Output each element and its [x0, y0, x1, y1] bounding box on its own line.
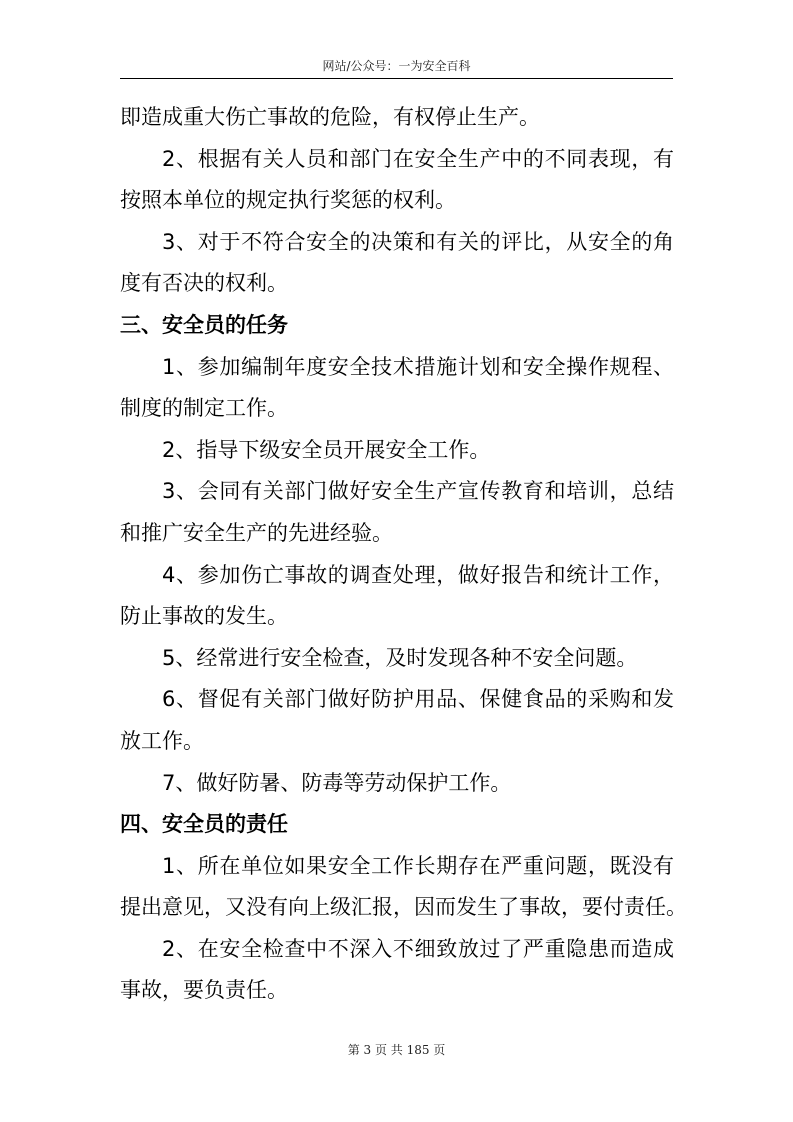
text-line-continuation: 按照本单位的规定执行奖惩的权利。 [120, 188, 456, 213]
text-line-task-4: 4、参加伤亡事故的调查处理，做好报告和统计工作， [162, 562, 674, 587]
section-heading-responsibilities: 四、安全员的责任 [120, 812, 288, 837]
text-line-task-2: 2、指导下级安全员开展安全工作。 [162, 437, 491, 462]
text-line-continuation: 防止事故的发生。 [120, 604, 288, 629]
page-header [120, 56, 673, 79]
text-line-continuation: 事故，要负责任。 [120, 978, 288, 1003]
document-body [120, 97, 687, 1012]
text-line-item-2: 2、根据有关人员和部门在安全生产中的不同表现，有 [162, 146, 674, 171]
text-line-continuation: 和推广安全生产的先进经验。 [120, 520, 393, 545]
text-line-continuation: 放工作。 [120, 728, 204, 753]
text-line-item-3: 3、对于不符合安全的决策和有关的评比，从安全的角 [162, 229, 674, 254]
page-footer [0, 1040, 793, 1060]
text-line-task-7: 7、做好防暑、防毒等劳动保护工作。 [162, 770, 512, 795]
text-line-continuation: 度有否决的权利。 [120, 271, 288, 296]
text-line-continuation: 制度的制定工作。 [120, 396, 288, 421]
text-line-responsibility-2: 2、在安全检查中不深入不细致放过了严重隐患而造成 [162, 936, 674, 961]
header-site-label: 网站/公众号：一为安全百科 [322, 59, 471, 73]
text-line-responsibility-1: 1、所在单位如果安全工作长期存在严重问题，既没有 [162, 853, 674, 878]
text-line-task-3: 3、会同有关部门做好安全生产宣传教育和培训，总结 [162, 479, 674, 504]
text-line-continuation: 提出意见，又没有向上级汇报，因而发生了事故，要付责任。 [120, 895, 687, 920]
text-line-task-6: 6、督促有关部门做好防护用品、保健食品的采购和发 [162, 687, 674, 712]
text-line-task-1: 1、参加编制年度安全技术措施计划和安全操作规程、 [162, 354, 674, 379]
page-number-label: 第 3 页 共 185 页 [347, 1043, 446, 1057]
text-line-task-5: 5、经常进行安全检查，及时发现各种不安全问题。 [162, 645, 638, 670]
text-line-continuation: 即造成重大伤亡事故的危险，有权停止生产。 [120, 105, 540, 129]
section-heading-tasks: 三、安全员的任务 [120, 312, 288, 337]
